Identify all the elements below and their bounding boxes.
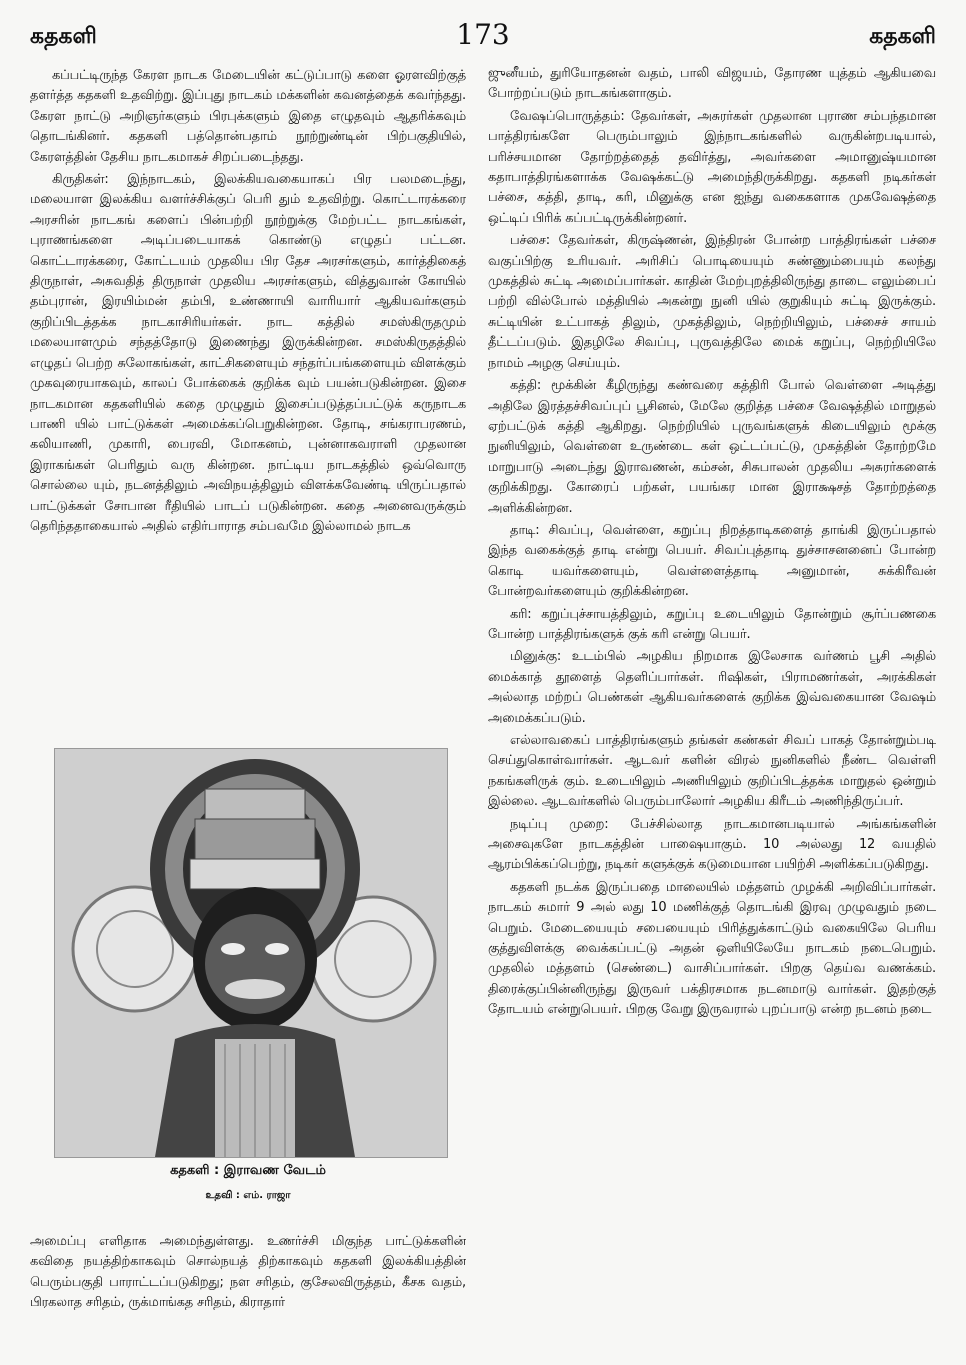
paragraph: தாடி: சிவப்பு, வெள்ளை, கறுப்பு நிறத்தாடிகளைத் தாங்கி இருப்பதால் இந்த வகைக்குத் தாடி என்று பெயர். சிவப்புத்தாடி துச்சாசனனைப் போன்ற கொடி யவர்களையும், வெள்ளைத்தாடி அனுமான், சுக்கிரீவன் போன்றவர்களையும் குறிக்கின்றன.: [488, 522, 936, 600]
paragraph: ஜுனீயம், துரியோதனன் வதம், பாலி விஜயம், தோரண யுத்தம் ஆகியவை போற்றப்படும் நாடகங்களாகும்.: [488, 66, 936, 102]
page-header: [30, 18, 936, 58]
right-column: [488, 64, 936, 1359]
paragraph: கத்தி: மூக்கின் கீழிருந்து கண்வரை கத்திரி போல் வெள்ளை அடித்து அதிலே இரத்தச்சிவப்புப் பூசினல், மேலே குறித்த பச்சை வேஷத்தில் மாறுதல் ஏற்பட்டுக் கத்தி ஆகிறது. நெற்றியில் புருவங்களுக் கிடையிலும் மூக்கு நுனியிலும், வெள்ளை உருண்டை கள் ஒட்டப்பட்டு, முகத்தின் தோற்றமே மாறுபாடு அடைந்து இராவணன், கம்சன், சிசுபாலன் முதலிய அசுரர்களைக் குறிக்கிறது. கோரைப் பற்கள், பயங்கர மான இராக்ஷசத் தோற்றத்தை அளிக்கின்றன.: [488, 378, 936, 516]
paragraph: நடிப்பு முறை: பேச்சில்லாத நாடகமானபடியால் அங்கங்களின் அசைவுகளே நாடகத்தின் பாஷையாகும். 10 அல்லது 12 வயதில் ஆரம்பிக்கப்பெற்று, நடிகர் களுக்குக் கடுமையான பயிற்சி அளிக்கப்படுகிறது.: [488, 816, 936, 873]
paragraph: அமைப்பு எளிதாக அமைந்துள்ளது. உணர்ச்சி மிகுந்த பாட்டுக்களின் கவிதை நயத்திற்காகவும் சொல்நயத் திற்காகவும் கதகளி இலக்கியத்தின் பெரும்பகுதி பாராட்டப்படுகிறது; நள சரிதம், குசேலவிருத்தம், கீசக வதம், பிரகலாத சரிதம், ருக்மாங்கத சரிதம், கிராதார்: [30, 1234, 466, 1311]
left-column-bottom: [30, 1232, 466, 1356]
paragraph: கப்பட்டிருந்த கேரள நாடக மேடையின் கட்டுப்பாடு களை ஓரளவிற்குத் தளர்த்த கதகளி உதவிற்று. இப்புது நாடகம் மக்களின் கவனத்தைக் கவர்ந்தது. கேரள நாட்டு அறிஞர்களும் பிரபுக்களும் இதை எழுதவும் ஆதரிக்கவும் தொடங்கினர். கதகளி பத்தொன்பதாம் நூற்றுண்டின் பிற்பகுதியில், கேரளத்தின் தேசிய நாடகமாகச் சிறப்படைந்தது.: [30, 68, 466, 165]
figure-caption: கதகளி : இராவண வேடம்: [170, 1163, 326, 1178]
figure-credit: உதவி : எம். ராஜா: [205, 1190, 291, 1201]
paragraph: வேஷப்பொருத்தம்: தேவர்கள், அசுரர்கள் முதலான புராண சம்பந்தமான பாத்திரங்களே பெரும்பாலும் இந்நாடகங்களில் வருகின்றபடியால், பரிச்சயமான தோற்றத்தைத் தவிர்த்து, அவர்களை அமானுஷ்யமான கதாபாத்திரங்களாக்க வேஷக்கட்டு அமைந்திருக்கிறது. கதகளி நடிகர்கள் பச்சை, கத்தி, தாடி, கரி, மினுக்கு என ஐந்து வகைகளாக முகவேஷத்தை ஒட்டிப் பிரிக் கப்பட்டிருக்கின்றனர்.: [488, 108, 936, 226]
paragraph: பச்சை: தேவர்கள், கிருஷ்ணன், இந்திரன் போன்ற பாத்திரங்கள் பச்சை வகுப்பிற்கு உரியவர். அரிசிப் பொடியையும் சுண்ணும்பையும் கலந்து முகத்தில் சுட்டி அமைப்பார்கள். காதின் மேற்புறத்திலிருந்து தாடை எலும்பைப் பற்றி வில்போல் மத்தியில் அகன்று நுனி யில் குறுகியும் சுட்டி இருக்கும். சுட்டியின் உட்பாகத் திலும், முகத்திலும், நெற்றியிலும், பச்சைச் சாயம் தீட்டப்படும். இதழிலே சிவப்பு, புருவத்திலே மைக் கறுப்பு, நெற்றியிலே நாமம் அழகு செய்யும்.: [488, 233, 936, 371]
paragraph: கிருதிகள்: இந்நாடகம், இலக்கியவகையாகப் பிர பலமடைந்து, மலையாள இலக்கிய வளர்ச்சிக்குப் பெரி தும் உதவிற்று. கொட்டாரக்கரை அரசரின் நாடகங் களைப் பின்பற்றி நூற்றுக்கு மேற்பட்ட நாடகங்கள், புராணங்களை அடிப்படையாகக் கொண்டு எழுதப் பட்டன. கொட்டாரக்கரை, கோட்டயம் முதலிய பிர தேச அரசர்களும், கார்த்திகைத் திருநாள், அசுவதித் திருநாள் முதலிய அரசர்களும், வித்துவான் கோயில் தம்புரான், இரயிம்மன் தம்பி, உண்ணாயி வாரியார் ஆகியவர்களும் குறிப்பிடத்தக்க நாடகாசிரியர்கள். நாட கத்தில் சமஸ்கிருதமும் மலையாளமும் சந்தத்தோடு இணைந்து இருக்கின்றன. சமஸ்கிருதத்தில் எழுதப் பெற்ற சுலோகங்கள், காட்சிகளையும் சந்தர்ப்பங்களையும் விளக்கும் முகவுரையாகவும், காலப் போக்கைக் குறிக்க வும் பயன்படுகின்றன. இசை நாடகமான கதகளியில் கதை முழுதும் இசைப்படுத்தப்பட்டுக் கருநாடக பாணி யில் பாட்டுக்கள் அமைக்கப்பெறுகின்றன. தோடி, சங்கராபரணம், கலியாணி, முகாரி, பைரவி, மோகனம், புன்னாகவராளி முதலான இராகங்கள் பெரிதும் வரு கின்றன. நாட்டிய நாடகத்தில் ஒவ்வொரு சொல்லை யும், நடனத்திலும் அவிநயத்திலும் விளக்கவேண்டி யிருப்பதால் பாட்டுக்கள் சோபான ரீதியில் பாடப் படுகின்றன. கதை அனைவருக்கும் தெரிந்ததாகையால் அதில் எதிர்பாராத சம்பவமே இல்லாமல் நாடக: [30, 172, 466, 534]
paragraph: கதகளி நடக்க இருப்பதை மாலையில் மத்தளம் முழக்கி அறிவிப்பார்கள். நாடகம் சுமார் 9 அல் லது 10 மணிக்குத் தொடங்கி இரவு முழுவதும் நடை பெறும். மேடையையும் சபையையும் பிரித்துக்காட்டும் வகையிலே பெரிய குத்துவிளக்கு வைக்கப்பட்டு அதன் ஒளியிலேயே நாடகம் நடைபெறும். முதலில் மத்தளம் (செண்டை) வாசிப்பார்கள். பிறகு தெய்வ வணக்கம். திரைக்குப்பின்னிருந்து இருவர் பக்திரசமாக நடனமாடு வார்கள். இதற்குத் தோடயம் என்றுபெயர். பிறகு வேறு இருவரால் புறப்பாடு என்ற நடனம் நடை: [488, 879, 936, 1018]
paragraph: மினுக்கு: உடம்பில் அழகிய நிறமாக இலேசாக வர்ணம் பூசி அதில் மைக்காத் தூளைத் தெளிப்பார்கள். ரிஷிகள், பிராமணர்கள், அரக்கிகள் அல்லாத மற்றப் பெண்கள் ஆகியவர்களைக் குறிக்க இவ்வகையான வேஷம் அமைக்கப்படும்.: [488, 649, 936, 726]
page-number: 173: [456, 18, 510, 51]
paragraph: எல்லாவகைப் பாத்திரங்களும் தங்கள் கண்கள் சிவப் பாகத் தோன்றும்படி செய்துகொள்வார்கள். ஆடவர் களின் விரல் நுனிகளில் நீண்ட வெள்ளி நகங்களிருக் கும். உடையிலும் அணியிலும் குறிப்பிடத்தக்க மாறுதல் ஒன்றும் இல்லை. ஆடவர்களில் பெரும்பாலோர் அழகிய கிரீடம் அணிந்திருப்பர்.: [488, 733, 936, 810]
kathakali-ravana-photo: [54, 748, 448, 1158]
running-title-right: கதகளி: [869, 24, 936, 49]
paragraph: கரி: கறுப்புச்சாயத்திலும், கறுப்பு உடையிலும் தோன்றும் சூர்ப்பணகை போன்ற பாத்திரங்களுக் குக் கரி என்று பெயர்.: [488, 606, 936, 642]
left-column-top: [30, 66, 466, 751]
running-title-left: கதகளி: [30, 24, 97, 49]
